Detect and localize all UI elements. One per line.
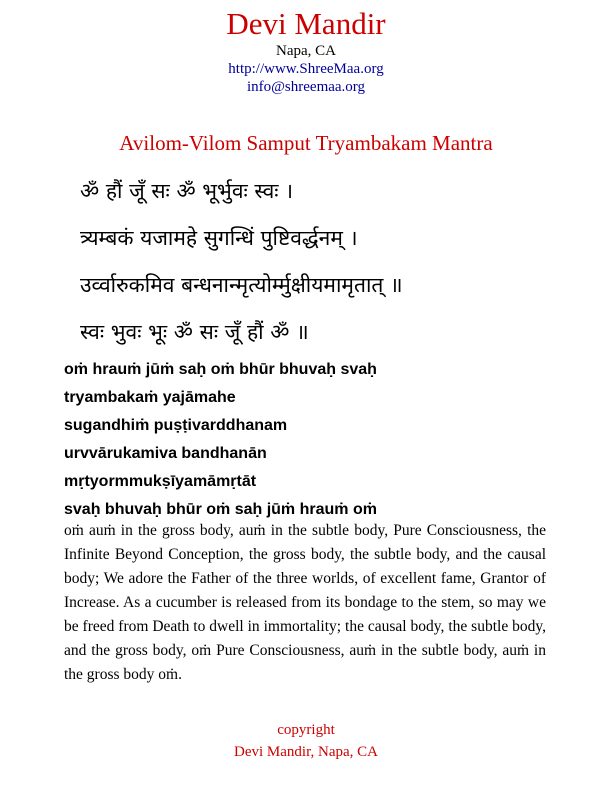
copyright-footer (0, 719, 612, 763)
devanagari-line: स्वः भुवः भूः ॐ सः जूँ हौं ॐ ॥ (80, 320, 309, 344)
translation-paragraph: oṁ auṁ in the gross body, auṁ in the subtle body, Pure Consciousness, the Infinite Beyond Conception, the gross body, the subtle body, and the causal body; We adore the Father of the three worlds, of excellent fame, Grantor of Increase. As a cucumber is released from its bondage to the stem, so may we be freed from Death to dwell in immortality; the causal body, the subtle body, and the gross body, oṁ Pure Consciousness, auṁ in the subtle body, auṁ in the gross body oṁ. (64, 522, 546, 683)
transliteration-block (64, 356, 377, 524)
site-location: Napa, CA (276, 43, 336, 59)
copyright-label: copyright (277, 722, 335, 738)
devanagari-line: उर्व्वारुकमिव बन्धनान्मृत्योर्म्मुक्षीयमामृतात् ॥ (80, 273, 403, 297)
transliteration-line: urvvārukamiva bandhanān (64, 445, 267, 462)
email-link[interactable]: info@shreemaa.org (246, 79, 366, 95)
transliteration-line: svaḥ bhuvaḥ bhūr oṁ saḥ jūṁ hrauṁ oṁ (64, 501, 377, 518)
transliteration-line: tryambakaṁ yajāmahe (64, 389, 236, 406)
transliteration-line: sugandhiṁ puṣṭivarddhanam (64, 417, 288, 434)
transliteration-line: mṛtyormmukṣīyamāmṛtāt (64, 473, 257, 490)
page-header (0, 6, 612, 96)
website-link[interactable]: http://www.ShreeMaa.org (228, 61, 384, 77)
transliteration-line: oṁ hrauṁ jūṁ saḥ oṁ bhūr bhuvaḥ svaḥ (64, 361, 377, 378)
devanagari-line: त्र्यम्बकं यजामहे सुगन्धिं पुष्टिवर्द्धनम् । (80, 226, 358, 250)
copyright-owner: Devi Mandir, Napa, CA (234, 744, 378, 760)
mantra-title: Avilom-Vilom Samput Tryambakam Mantra (119, 131, 493, 155)
devanagari-line: ॐ हौं जूँ सः ॐ भूर्भुवः स्वः । (80, 179, 294, 203)
devanagari-verse (80, 168, 572, 356)
page-title: Devi Mandir (226, 6, 386, 41)
